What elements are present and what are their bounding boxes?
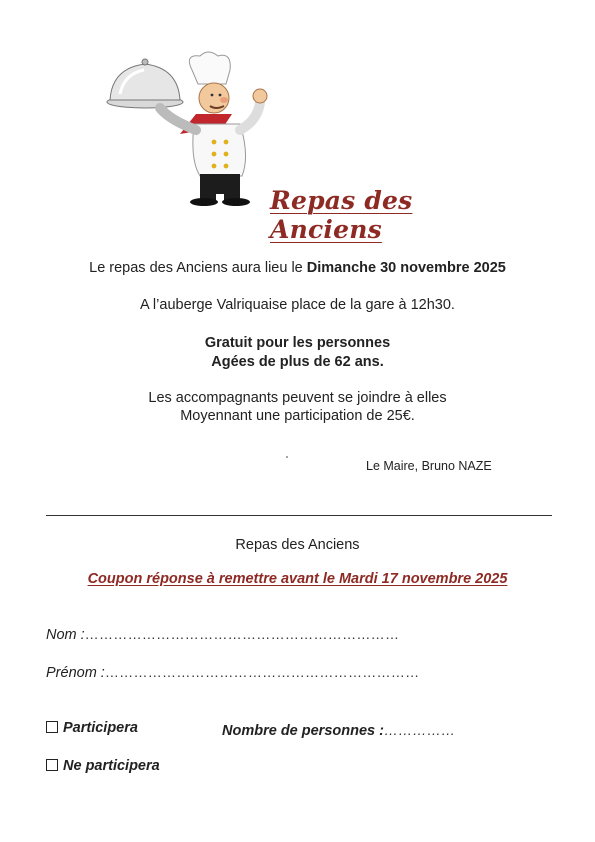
nom-dots[interactable]: ………………………………………………………… <box>84 626 400 642</box>
participera-option[interactable] <box>46 720 138 736</box>
mayor-signature: Le Maire, Bruno NAZE <box>366 459 492 473</box>
free-condition-line: Gratuit pour les personnes <box>204 335 391 351</box>
prenom-dots[interactable]: ………………………………………………………… <box>104 664 420 680</box>
prenom-label: Prénom : <box>46 665 105 681</box>
companions-line: Les accompagnants peuvent se joindre à elles <box>148 390 447 406</box>
ne-participera-checkbox[interactable] <box>46 759 58 771</box>
participera-checkbox[interactable] <box>46 721 58 733</box>
event-location-line: A l’auberge Valriquaise place de la gare à 12h30. <box>140 297 455 313</box>
chef-with-cloche-icon <box>100 50 280 210</box>
participera-label: Participera <box>63 720 138 736</box>
event-date-line: Le repas des Anciens aura lieu le Dimanche 30 novembre 2025 <box>89 260 506 276</box>
nom-field[interactable] <box>46 626 399 644</box>
coupon-heading: Repas des Anciens <box>235 537 360 553</box>
prenom-field[interactable] <box>46 664 419 682</box>
ne-participera-option[interactable] <box>46 758 160 774</box>
nombre-personnes-label: Nombre de personnes : <box>222 723 384 739</box>
coupon-title: Coupon réponse à remettre avant le Mardi 17 novembre 2025 <box>87 571 508 587</box>
nom-label: Nom : <box>46 627 85 643</box>
participation-fee-line: Moyennant une participation de 25€. <box>180 408 415 424</box>
scan-speck <box>286 456 288 458</box>
event-date: Dimanche 30 novembre 2025 <box>306 260 506 276</box>
page-title: Repas des Anciens <box>270 186 413 244</box>
ne-participera-label: Ne participera <box>63 758 160 774</box>
age-condition-line: Agées de plus de 62 ans. <box>211 354 384 370</box>
nombre-personnes-field[interactable] <box>222 722 455 739</box>
cut-separator <box>46 515 552 516</box>
nombre-personnes-dots[interactable]: …………… <box>383 722 456 738</box>
